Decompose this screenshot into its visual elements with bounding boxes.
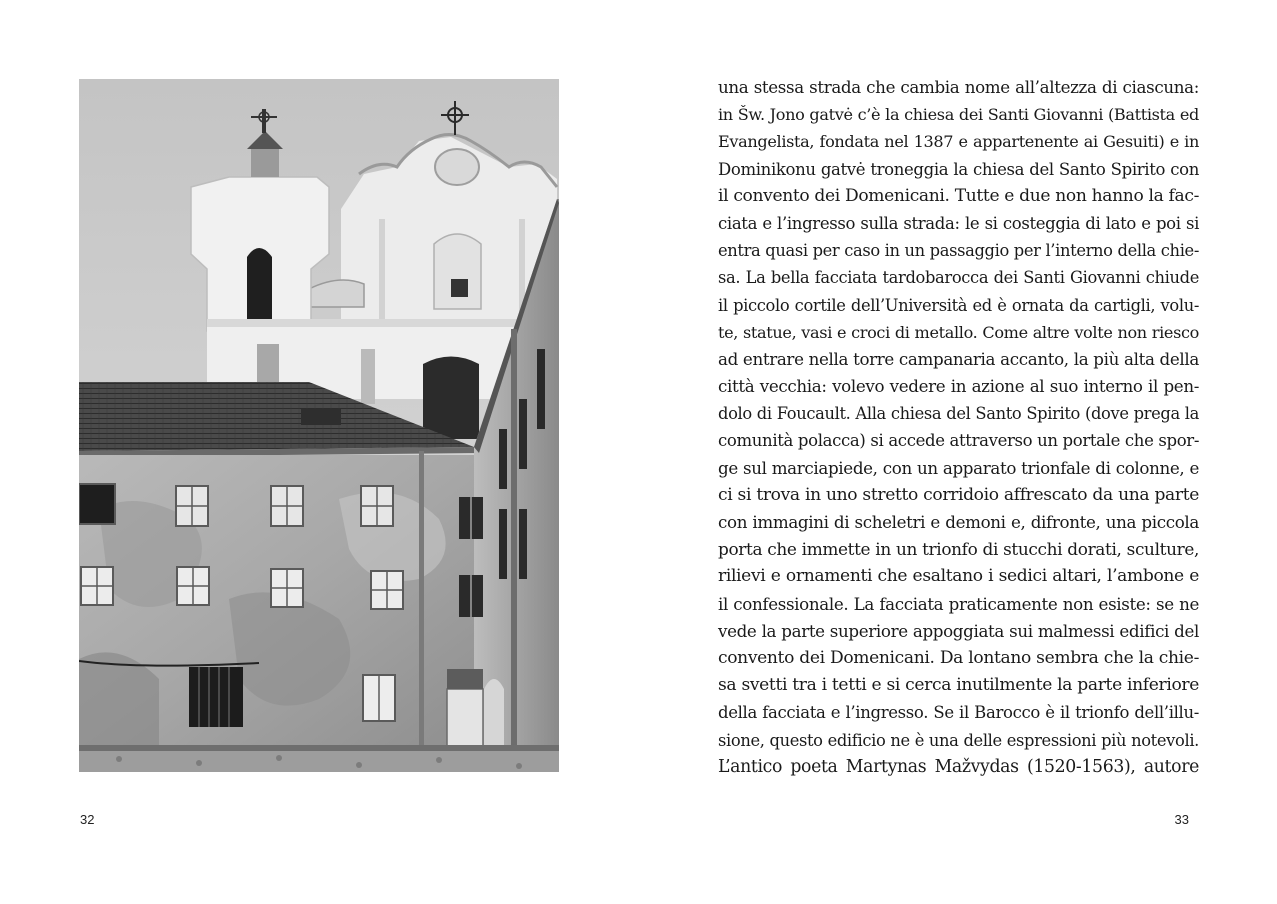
text-line: Dominikonu gatvė troneggia la chiesa del Santo Spirito con: [718, 159, 1199, 179]
text-line: vede la parte superiore appoggiata sui malmessi edifici del: [718, 620, 1199, 641]
text-line: porta che immette in un trionfo di stucchi dorati, sculture,: [718, 539, 1199, 560]
text-line: sa svetti tra i tetti e si cerca inutilmente la parte inferiore: [718, 675, 1199, 696]
text-line: sa. La bella facciata tardobarocca dei Santi Giovanni chiude: [718, 268, 1199, 288]
text-line: il confessionale. La facciata praticamente non esiste: se ne: [718, 593, 1199, 614]
page-number-right: 33: [1174, 812, 1189, 827]
page-number-left: 32: [80, 812, 95, 827]
church-courtyard-photo: [79, 79, 559, 772]
text-line: ge sul marciapiede, con un apparato trionfale di colonne, e: [718, 457, 1199, 478]
text-line: ci si trova in uno stretto corridoio affrescato da una parte: [718, 484, 1199, 505]
text-line: entra quasi per caso in un passaggio per l’interno della chie-: [718, 241, 1199, 261]
text-line: rilievi e ornamenti che esaltano i sedici altari, l’ambone e: [718, 566, 1199, 587]
text-line: il convento dei Domenicani. Tutte e due non hanno la fac-: [718, 185, 1199, 206]
text-line: L’antico poeta Martynas Mažvydas (1520-1563), autore: [718, 756, 1199, 777]
text-line: della facciata e l’ingresso. Se il Barocco è il trionfo dell’illu-: [718, 703, 1199, 723]
text-line: dolo di Foucault. Alla chiesa del Santo Spirito (dove prega la: [718, 404, 1199, 424]
text-line: comunità polacca) si accede attraverso un portale che spor-: [718, 431, 1200, 451]
left-page: [0, 0, 638, 904]
right-page: [638, 0, 1277, 904]
text-line: una stessa strada che cambia nome all’altezza di ciascuna:: [718, 77, 1199, 97]
text-line: sione, questo edificio ne è una delle espressioni più notevoli.: [718, 730, 1199, 750]
text-line: ciata e l’ingresso sulla strada: le si costeggia di lato e poi si: [718, 213, 1199, 233]
text-line: città vecchia: volevo vedere in azione al suo interno il pen-: [718, 376, 1199, 397]
text-line: ad entrare nella torre campanaria accanto, la più alta della: [718, 348, 1199, 369]
text-line: in Šw. Jono gatvė c’è la chiesa dei Santi Giovanni (Battista ed: [718, 105, 1199, 125]
text-line: te, statue, vasi e croci di metallo. Come altre volte non riesco: [718, 322, 1199, 342]
text-line: Evangelista, fondata nel 1387 e appartenente ai Gesuiti) e in: [718, 132, 1199, 152]
body-text: [718, 74, 1199, 781]
text-line: il piccolo cortile dell’Università ed è ornata da cartigli, volu-: [718, 295, 1199, 315]
text-line: con immagini di scheletri e demoni e, difronte, una piccola: [718, 512, 1199, 532]
text-line: convento dei Domenicani. Da lontano sembra che la chie-: [718, 647, 1199, 668]
